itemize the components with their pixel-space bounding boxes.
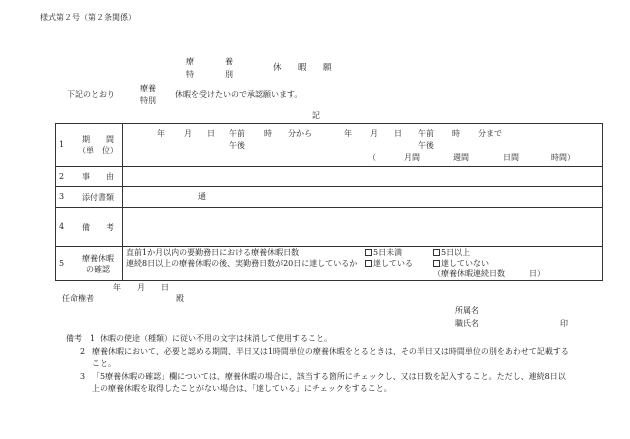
period-content-cell	[123, 124, 602, 166]
q1-option-5-or-more	[433, 248, 470, 258]
to-day: 日	[394, 129, 402, 138]
note-text: こと。	[92, 359, 116, 368]
q2-text: 連続8日以上の療養休暇の後、実勤務日数が20日に達しているか	[126, 259, 358, 268]
from-year: 年	[157, 129, 165, 138]
request-leave-type-top: 療養	[140, 84, 156, 93]
confirmation-label-cell	[56, 247, 123, 280]
to-am: 午前	[418, 129, 434, 138]
notes-heading: 備考	[66, 334, 82, 343]
title-leave-type-top: 療 養	[186, 57, 238, 66]
confirmation-label	[82, 253, 114, 275]
note-number: 3	[80, 372, 86, 381]
from-pm: 午後	[229, 141, 245, 150]
note-number: 1	[90, 334, 96, 343]
unit-hours: 時間）	[551, 153, 575, 162]
confirmation-sublabel-text: の確認	[86, 264, 110, 274]
q1-option-under-5	[365, 248, 402, 258]
attachments-label: 添付書類	[82, 192, 114, 202]
from-day: 日	[207, 129, 215, 138]
to-pm: 午後	[418, 141, 434, 150]
note-text: 療養休暇において、必要と認める期間、半日又は1時間単位の療養休暇をとるときは、その半日又は時間単位の別をあわせて記載する	[92, 347, 569, 356]
note-text: 上の療養休暇を取得したことがない場合は、「達している」にチェックをすること。	[92, 384, 392, 393]
name-label: 職氏名	[455, 319, 479, 328]
attachments-copies-unit: 通	[198, 192, 206, 201]
row-number: 2	[59, 171, 65, 181]
request-leave-type-bottom: 特別	[140, 96, 156, 105]
consecutive-days-field: （療養休暇連続日数 日）	[433, 269, 545, 278]
option-label: 5日以上	[441, 248, 471, 257]
note-text: 「5療養休暇の確認」欄については、療養休暇の場合に、該当する箇所にチェックし、又は日数を記入すること。ただし、連続8日以	[92, 372, 566, 381]
q1-text: 直前1か月以内の要勤務日における療養休暇日数	[126, 248, 300, 257]
row-number: 1	[59, 140, 65, 149]
from-month: 月	[184, 129, 192, 138]
table-row-remarks	[56, 208, 602, 247]
reason-content-cell	[123, 167, 602, 186]
unit-weeks: 週間	[453, 153, 469, 162]
table-row-confirmation	[56, 247, 602, 280]
request-prefix: 下記のとおり	[67, 90, 115, 99]
table-row-reason	[56, 167, 602, 187]
unit-months: 月間	[404, 153, 420, 162]
reason-label: 事 由	[82, 172, 114, 181]
checkbox[interactable]	[433, 249, 440, 256]
department-label: 所属名	[455, 306, 479, 315]
checkbox[interactable]	[433, 260, 440, 267]
form-table	[55, 123, 603, 281]
confirmation-content-cell	[123, 247, 602, 280]
attachments-content-cell	[123, 187, 602, 207]
q2-option-reached	[365, 259, 413, 269]
table-row-period	[56, 124, 602, 167]
from-minute: 分から	[288, 129, 312, 138]
approval-addressee: 任命権者	[62, 294, 94, 303]
from-hour: 時	[264, 129, 272, 138]
table-row-attachments	[56, 187, 602, 208]
period-sublabel-text: （単 位）	[78, 146, 118, 155]
confirmation-label-text: 療養休暇	[82, 253, 114, 263]
seal-mark: 印	[560, 319, 568, 328]
option-label: 5日未満	[373, 248, 403, 257]
row-number: 5	[59, 258, 65, 268]
option-label: 達していない	[441, 259, 489, 268]
to-month: 月	[370, 129, 378, 138]
to-minute: 分まで	[478, 129, 502, 138]
row-number: 4	[59, 222, 65, 231]
unit-days: 日間	[503, 153, 519, 162]
page-title: 休 暇 願	[273, 63, 336, 73]
period-label-text: 期 間	[82, 135, 114, 144]
to-year: 年	[344, 129, 352, 138]
remarks-label-cell	[56, 208, 123, 246]
approval-honorific: 殿	[176, 294, 184, 303]
from-am: 午前	[229, 129, 245, 138]
checkbox[interactable]	[365, 260, 372, 267]
title-leave-type-bottom: 特 別	[186, 70, 238, 79]
period-label	[78, 134, 118, 156]
form-number: 様式第２号（第２条関係）	[40, 13, 136, 22]
checkbox[interactable]	[365, 249, 372, 256]
unit-open-paren: （	[368, 153, 376, 162]
attachments-label-cell	[56, 187, 123, 207]
note-number: 2	[80, 347, 86, 356]
period-label-cell	[56, 124, 123, 166]
remarks-content-cell	[123, 208, 602, 246]
to-hour: 時	[452, 129, 460, 138]
reason-label-cell	[56, 167, 123, 186]
row-number: 3	[59, 192, 65, 201]
option-label: 達している	[373, 259, 413, 268]
approval-date: 年 月 日	[113, 283, 169, 292]
ki-heading: 記	[312, 111, 320, 120]
request-suffix: 休暇を受けたいので承認願います。	[175, 90, 303, 99]
q2-option-not-reached	[433, 259, 489, 269]
remarks-label: 備 考	[82, 222, 114, 232]
note-text: 休暇の使途（種類）に従い不用の文字は抹消して使用すること。	[100, 334, 332, 343]
